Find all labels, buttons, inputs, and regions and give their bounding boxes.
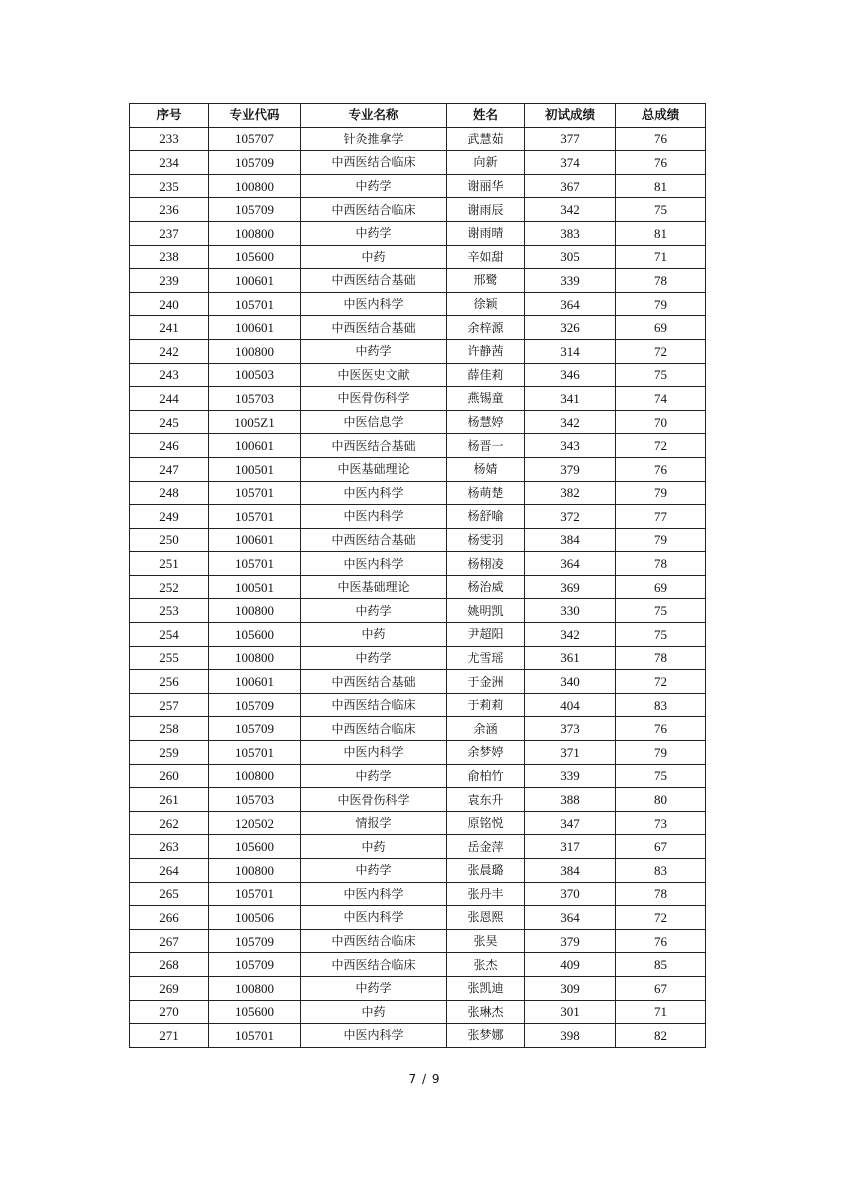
cell-major-name: 中医骨伤科学 [301, 788, 447, 812]
cell-seq: 247 [130, 457, 209, 481]
table-row [130, 646, 706, 670]
cell-initial-score: 347 [525, 811, 616, 835]
cell-name: 岳金萍 [447, 835, 525, 859]
cell-total-score: 73 [616, 811, 706, 835]
cell-major-code: 100800 [209, 599, 301, 623]
cell-total-score: 75 [616, 198, 706, 222]
cell-major-code: 105703 [209, 387, 301, 411]
cell-name: 谢雨辰 [447, 198, 525, 222]
table-row [130, 505, 706, 529]
cell-major-code: 100601 [209, 528, 301, 552]
table-row [130, 151, 706, 175]
table-row [130, 434, 706, 458]
header-name: 姓名 [447, 104, 525, 128]
table-row [130, 811, 706, 835]
cell-major-code: 105709 [209, 151, 301, 175]
cell-total-score: 72 [616, 434, 706, 458]
cell-seq: 243 [130, 363, 209, 387]
cell-seq: 244 [130, 387, 209, 411]
cell-major-code: 105600 [209, 1000, 301, 1024]
cell-major-name: 中药学 [301, 339, 447, 363]
cell-initial-score: 339 [525, 764, 616, 788]
cell-initial-score: 305 [525, 245, 616, 269]
cell-seq: 255 [130, 646, 209, 670]
cell-initial-score: 367 [525, 174, 616, 198]
header-major-name: 专业名称 [301, 104, 447, 128]
cell-total-score: 83 [616, 859, 706, 883]
table-row [130, 929, 706, 953]
cell-name: 于金洲 [447, 670, 525, 694]
table-row [130, 1000, 706, 1024]
cell-name: 张凯迪 [447, 976, 525, 1000]
cell-name: 辛如甜 [447, 245, 525, 269]
cell-seq: 269 [130, 976, 209, 1000]
cell-major-code: 120502 [209, 811, 301, 835]
cell-total-score: 76 [616, 717, 706, 741]
table-row [130, 363, 706, 387]
cell-major-code: 100506 [209, 906, 301, 930]
cell-initial-score: 371 [525, 741, 616, 765]
table-row [130, 788, 706, 812]
cell-name: 原铭悦 [447, 811, 525, 835]
cell-total-score: 69 [616, 575, 706, 599]
cell-total-score: 83 [616, 693, 706, 717]
cell-total-score: 80 [616, 788, 706, 812]
cell-major-code: 105709 [209, 198, 301, 222]
cell-name: 薛佳莉 [447, 363, 525, 387]
table-row [130, 693, 706, 717]
cell-seq: 253 [130, 599, 209, 623]
cell-initial-score: 379 [525, 457, 616, 481]
table-row [130, 174, 706, 198]
cell-major-name: 中药学 [301, 221, 447, 245]
cell-major-code: 100800 [209, 646, 301, 670]
cell-initial-score: 409 [525, 953, 616, 977]
cell-total-score: 71 [616, 1000, 706, 1024]
cell-total-score: 78 [616, 646, 706, 670]
cell-major-name: 中医内科学 [301, 882, 447, 906]
cell-major-code: 100800 [209, 339, 301, 363]
cell-name: 杨晋一 [447, 434, 525, 458]
cell-seq: 250 [130, 528, 209, 552]
cell-major-name: 中医信息学 [301, 410, 447, 434]
cell-name: 杨慧婷 [447, 410, 525, 434]
cell-total-score: 76 [616, 929, 706, 953]
cell-name: 徐颖 [447, 292, 525, 316]
cell-major-name: 中医内科学 [301, 741, 447, 765]
cell-name: 张杰 [447, 953, 525, 977]
header-initial-score: 初试成绩 [525, 104, 616, 128]
cell-seq: 260 [130, 764, 209, 788]
cell-name: 燕锡童 [447, 387, 525, 411]
cell-major-code: 105701 [209, 481, 301, 505]
table-row [130, 410, 706, 434]
cell-initial-score: 382 [525, 481, 616, 505]
cell-initial-score: 370 [525, 882, 616, 906]
cell-major-name: 中西医结合基础 [301, 528, 447, 552]
cell-initial-score: 383 [525, 221, 616, 245]
cell-initial-score: 342 [525, 623, 616, 647]
cell-initial-score: 317 [525, 835, 616, 859]
cell-seq: 236 [130, 198, 209, 222]
table-row [130, 764, 706, 788]
cell-total-score: 67 [616, 976, 706, 1000]
cell-major-name: 中药学 [301, 174, 447, 198]
table-row [130, 221, 706, 245]
cell-major-name: 中西医结合基础 [301, 269, 447, 293]
table-row [130, 387, 706, 411]
cell-major-code: 100601 [209, 434, 301, 458]
cell-name: 武慧茹 [447, 127, 525, 151]
cell-major-name: 中医内科学 [301, 292, 447, 316]
cell-name: 于莉莉 [447, 693, 525, 717]
cell-major-code: 105709 [209, 929, 301, 953]
cell-total-score: 76 [616, 127, 706, 151]
cell-seq: 242 [130, 339, 209, 363]
cell-total-score: 78 [616, 269, 706, 293]
cell-total-score: 72 [616, 339, 706, 363]
cell-major-name: 中药学 [301, 764, 447, 788]
cell-major-code: 105600 [209, 835, 301, 859]
cell-seq: 264 [130, 859, 209, 883]
cell-total-score: 72 [616, 670, 706, 694]
cell-total-score: 82 [616, 1024, 706, 1048]
table-row [130, 717, 706, 741]
cell-seq: 238 [130, 245, 209, 269]
cell-seq: 239 [130, 269, 209, 293]
cell-initial-score: 301 [525, 1000, 616, 1024]
table-row [130, 339, 706, 363]
cell-name: 杨栩凌 [447, 552, 525, 576]
cell-major-code: 100601 [209, 269, 301, 293]
cell-seq: 248 [130, 481, 209, 505]
cell-total-score: 71 [616, 245, 706, 269]
cell-major-code: 105701 [209, 292, 301, 316]
cell-total-score: 75 [616, 764, 706, 788]
cell-initial-score: 364 [525, 552, 616, 576]
cell-major-code: 100800 [209, 174, 301, 198]
cell-seq: 263 [130, 835, 209, 859]
cell-major-code: 105703 [209, 788, 301, 812]
cell-name: 杨婧 [447, 457, 525, 481]
cell-major-name: 针灸推拿学 [301, 127, 447, 151]
cell-major-code: 100501 [209, 457, 301, 481]
cell-name: 向新 [447, 151, 525, 175]
table-row [130, 906, 706, 930]
table-row [130, 457, 706, 481]
cell-major-name: 中西医结合临床 [301, 717, 447, 741]
cell-seq: 235 [130, 174, 209, 198]
cell-major-name: 中医内科学 [301, 505, 447, 529]
cell-seq: 237 [130, 221, 209, 245]
cell-name: 杨治威 [447, 575, 525, 599]
cell-major-name: 中医基础理论 [301, 457, 447, 481]
cell-seq: 233 [130, 127, 209, 151]
cell-major-code: 105701 [209, 741, 301, 765]
table-row [130, 528, 706, 552]
cell-total-score: 79 [616, 292, 706, 316]
cell-initial-score: 341 [525, 387, 616, 411]
cell-major-name: 中医骨伤科学 [301, 387, 447, 411]
cell-name: 张恩熙 [447, 906, 525, 930]
cell-total-score: 75 [616, 623, 706, 647]
cell-total-score: 70 [616, 410, 706, 434]
cell-name: 张琳杰 [447, 1000, 525, 1024]
cell-total-score: 81 [616, 174, 706, 198]
cell-name: 张丹丰 [447, 882, 525, 906]
cell-major-code: 105709 [209, 953, 301, 977]
cell-major-code: 105701 [209, 882, 301, 906]
table-body [130, 127, 706, 1047]
cell-seq: 254 [130, 623, 209, 647]
cell-initial-score: 364 [525, 292, 616, 316]
cell-total-score: 78 [616, 882, 706, 906]
table-row [130, 623, 706, 647]
cell-name: 许静茜 [447, 339, 525, 363]
header-major-code: 专业代码 [209, 104, 301, 128]
cell-total-score: 78 [616, 552, 706, 576]
cell-major-name: 中西医结合基础 [301, 670, 447, 694]
cell-initial-score: 369 [525, 575, 616, 599]
table-row [130, 882, 706, 906]
cell-major-name: 中药 [301, 623, 447, 647]
cell-name: 杨雯羽 [447, 528, 525, 552]
cell-initial-score: 384 [525, 528, 616, 552]
cell-seq: 249 [130, 505, 209, 529]
cell-seq: 245 [130, 410, 209, 434]
cell-seq: 259 [130, 741, 209, 765]
cell-seq: 234 [130, 151, 209, 175]
cell-major-name: 中西医结合基础 [301, 316, 447, 340]
cell-initial-score: 314 [525, 339, 616, 363]
cell-major-name: 中医基础理论 [301, 575, 447, 599]
table-row [130, 670, 706, 694]
cell-name: 余梦婷 [447, 741, 525, 765]
cell-name: 余涵 [447, 717, 525, 741]
table-row [130, 316, 706, 340]
cell-initial-score: 377 [525, 127, 616, 151]
cell-name: 杨萌楚 [447, 481, 525, 505]
cell-major-name: 中西医结合临床 [301, 198, 447, 222]
cell-total-score: 79 [616, 741, 706, 765]
cell-name: 尹超阳 [447, 623, 525, 647]
cell-name: 张梦娜 [447, 1024, 525, 1048]
cell-initial-score: 374 [525, 151, 616, 175]
cell-major-name: 情报学 [301, 811, 447, 835]
cell-seq: 268 [130, 953, 209, 977]
cell-major-code: 100800 [209, 859, 301, 883]
cell-seq: 265 [130, 882, 209, 906]
cell-total-score: 69 [616, 316, 706, 340]
cell-major-name: 中药学 [301, 859, 447, 883]
cell-total-score: 79 [616, 528, 706, 552]
cell-total-score: 74 [616, 387, 706, 411]
cell-total-score: 76 [616, 151, 706, 175]
cell-seq: 257 [130, 693, 209, 717]
table-row [130, 245, 706, 269]
table-row [130, 835, 706, 859]
cell-major-code: 100800 [209, 221, 301, 245]
cell-total-score: 75 [616, 363, 706, 387]
table-row [130, 269, 706, 293]
cell-seq: 252 [130, 575, 209, 599]
cell-initial-score: 388 [525, 788, 616, 812]
table-row [130, 859, 706, 883]
cell-major-code: 105600 [209, 623, 301, 647]
cell-major-name: 中西医结合临床 [301, 693, 447, 717]
header-seq: 序号 [130, 104, 209, 128]
cell-initial-score: 340 [525, 670, 616, 694]
table-header-row [130, 104, 706, 128]
cell-major-name: 中医内科学 [301, 552, 447, 576]
cell-major-name: 中药学 [301, 976, 447, 1000]
cell-seq: 256 [130, 670, 209, 694]
cell-major-name: 中医内科学 [301, 1024, 447, 1048]
cell-initial-score: 384 [525, 859, 616, 883]
cell-name: 杨舒喻 [447, 505, 525, 529]
cell-major-code: 100601 [209, 316, 301, 340]
cell-total-score: 72 [616, 906, 706, 930]
cell-major-code: 100503 [209, 363, 301, 387]
page-number: 7 / 9 [408, 1072, 441, 1086]
cell-seq: 262 [130, 811, 209, 835]
cell-initial-score: 364 [525, 906, 616, 930]
cell-initial-score: 342 [525, 410, 616, 434]
cell-major-code: 105709 [209, 717, 301, 741]
cell-total-score: 77 [616, 505, 706, 529]
table-row [130, 575, 706, 599]
cell-major-code: 105701 [209, 505, 301, 529]
cell-initial-score: 361 [525, 646, 616, 670]
cell-initial-score: 339 [525, 269, 616, 293]
table-row [130, 741, 706, 765]
cell-total-score: 67 [616, 835, 706, 859]
table-row [130, 198, 706, 222]
cell-major-name: 中药学 [301, 646, 447, 670]
cell-major-name: 中西医结合临床 [301, 929, 447, 953]
cell-total-score: 79 [616, 481, 706, 505]
cell-major-name: 中医医史文献 [301, 363, 447, 387]
table-row [130, 953, 706, 977]
cell-seq: 240 [130, 292, 209, 316]
cell-initial-score: 326 [525, 316, 616, 340]
cell-major-code: 100501 [209, 575, 301, 599]
cell-total-score: 75 [616, 599, 706, 623]
cell-major-name: 中西医结合临床 [301, 151, 447, 175]
cell-name: 邢鹭 [447, 269, 525, 293]
cell-name: 尤雪瑶 [447, 646, 525, 670]
cell-seq: 267 [130, 929, 209, 953]
cell-name: 谢雨晴 [447, 221, 525, 245]
cell-major-code: 105600 [209, 245, 301, 269]
cell-name: 张昊 [447, 929, 525, 953]
score-table [129, 103, 706, 1048]
cell-total-score: 76 [616, 457, 706, 481]
cell-initial-score: 379 [525, 929, 616, 953]
cell-major-code: 100800 [209, 764, 301, 788]
cell-initial-score: 330 [525, 599, 616, 623]
cell-name: 余梓源 [447, 316, 525, 340]
cell-initial-score: 404 [525, 693, 616, 717]
cell-seq: 271 [130, 1024, 209, 1048]
cell-initial-score: 343 [525, 434, 616, 458]
cell-major-code: 100800 [209, 976, 301, 1000]
cell-seq: 251 [130, 552, 209, 576]
cell-total-score: 85 [616, 953, 706, 977]
cell-major-name: 中医内科学 [301, 481, 447, 505]
table-row [130, 481, 706, 505]
cell-name: 俞柏竹 [447, 764, 525, 788]
cell-major-code: 105707 [209, 127, 301, 151]
table-row [130, 127, 706, 151]
cell-name: 张晨璐 [447, 859, 525, 883]
cell-seq: 261 [130, 788, 209, 812]
table-row [130, 552, 706, 576]
cell-seq: 266 [130, 906, 209, 930]
cell-initial-score: 372 [525, 505, 616, 529]
cell-initial-score: 373 [525, 717, 616, 741]
cell-initial-score: 398 [525, 1024, 616, 1048]
cell-major-code: 105701 [209, 552, 301, 576]
cell-major-name: 中药 [301, 835, 447, 859]
cell-major-name: 中医内科学 [301, 906, 447, 930]
cell-seq: 258 [130, 717, 209, 741]
cell-initial-score: 346 [525, 363, 616, 387]
cell-major-code: 105709 [209, 693, 301, 717]
cell-name: 袁东升 [447, 788, 525, 812]
table-row [130, 599, 706, 623]
cell-initial-score: 342 [525, 198, 616, 222]
cell-major-name: 中药学 [301, 599, 447, 623]
cell-major-name: 中西医结合基础 [301, 434, 447, 458]
table-row [130, 292, 706, 316]
cell-name: 姚明凯 [447, 599, 525, 623]
cell-seq: 241 [130, 316, 209, 340]
cell-name: 谢丽华 [447, 174, 525, 198]
table-row [130, 976, 706, 1000]
cell-major-name: 中药 [301, 245, 447, 269]
cell-major-name: 中药 [301, 1000, 447, 1024]
header-total-score: 总成绩 [616, 104, 706, 128]
cell-seq: 270 [130, 1000, 209, 1024]
cell-major-code: 100601 [209, 670, 301, 694]
cell-seq: 246 [130, 434, 209, 458]
cell-major-code: 1005Z1 [209, 410, 301, 434]
cell-initial-score: 309 [525, 976, 616, 1000]
cell-major-code: 105701 [209, 1024, 301, 1048]
table-row [130, 1024, 706, 1048]
cell-major-name: 中西医结合临床 [301, 953, 447, 977]
cell-total-score: 81 [616, 221, 706, 245]
